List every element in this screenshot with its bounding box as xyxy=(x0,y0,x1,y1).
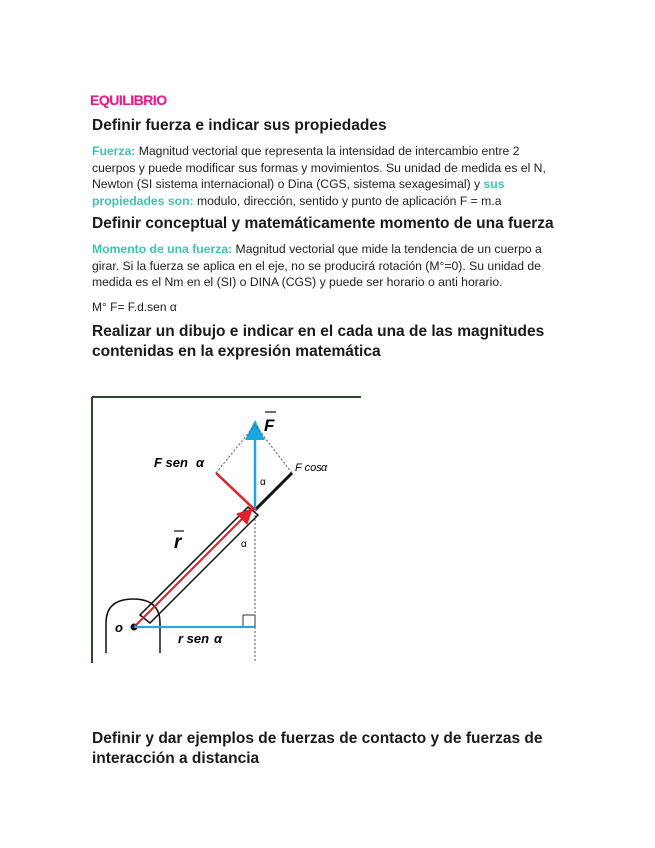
heading-fuerza: Definir fuerza e indicar sus propiedades xyxy=(92,117,387,134)
f-sen-component xyxy=(216,473,255,510)
label-alpha-top: α xyxy=(260,477,266,488)
text-fuerza-b: modulo, dirección, sentido y punto de aplicación F = m.a xyxy=(193,193,502,208)
document-title: EQUILIBRIO xyxy=(90,92,167,108)
label-r: r xyxy=(174,532,182,553)
r-vector xyxy=(134,511,250,627)
paragraph-fuerza xyxy=(92,143,562,209)
heading-contacto: Definir y dar ejemplos de fuerzas de contacto y de fuerzas de interacción a distancia xyxy=(92,730,543,767)
lever-bar xyxy=(140,507,258,623)
heading-momento: Definir conceptual y matemáticamente momento de una fuerza xyxy=(92,215,554,232)
label-F-sen: F sen xyxy=(154,455,188,470)
term-fuerza: Fuerza: xyxy=(92,144,136,158)
text-fuerza-a: Magnitud vectorial que representa la intensidad de intercambio entre 2 cuerpos y puede modificar sus formas y movimientos. Su unidad de medida es el N, Newton (SI sistema internacional) o Dina (CGS, sistema sexagesimal) y xyxy=(92,144,546,191)
label-o: o xyxy=(115,620,123,635)
label-alpha-mid: α xyxy=(241,539,247,550)
label-F-sen-alpha: α xyxy=(196,455,205,470)
momento-formula: M° F= F.d.sen α xyxy=(92,300,177,314)
label-F: F xyxy=(264,416,275,435)
label-F-cos: F cos xyxy=(295,462,322,474)
label-r-sen-alpha: α xyxy=(214,631,223,646)
right-angle-mark xyxy=(243,615,255,627)
torque-diagram xyxy=(88,393,368,668)
heading-dibujo: Realizar un dibujo e indicar en el cada una de las magnitudes contenidas en la expresión matemática xyxy=(92,323,545,360)
paragraph-momento xyxy=(92,241,562,291)
term-momento: Momento de una fuerza: xyxy=(92,242,233,256)
label-F-cos-alpha: α xyxy=(321,462,328,474)
dotted-guide-1 xyxy=(216,425,255,473)
text-momento: Magnitud vectorial que mide la tendencia de un cuerpo a girar. Si la fuerza se aplica en el eje, no se producirá rotación (M°=0). Su unidad de medida es el Nm en el (SI) o DINA (CGS) y puede ser horario o anti horario. xyxy=(92,242,542,289)
term-propiedades: sus propiedades son: xyxy=(92,177,505,208)
label-r-sen: r sen xyxy=(178,631,210,646)
